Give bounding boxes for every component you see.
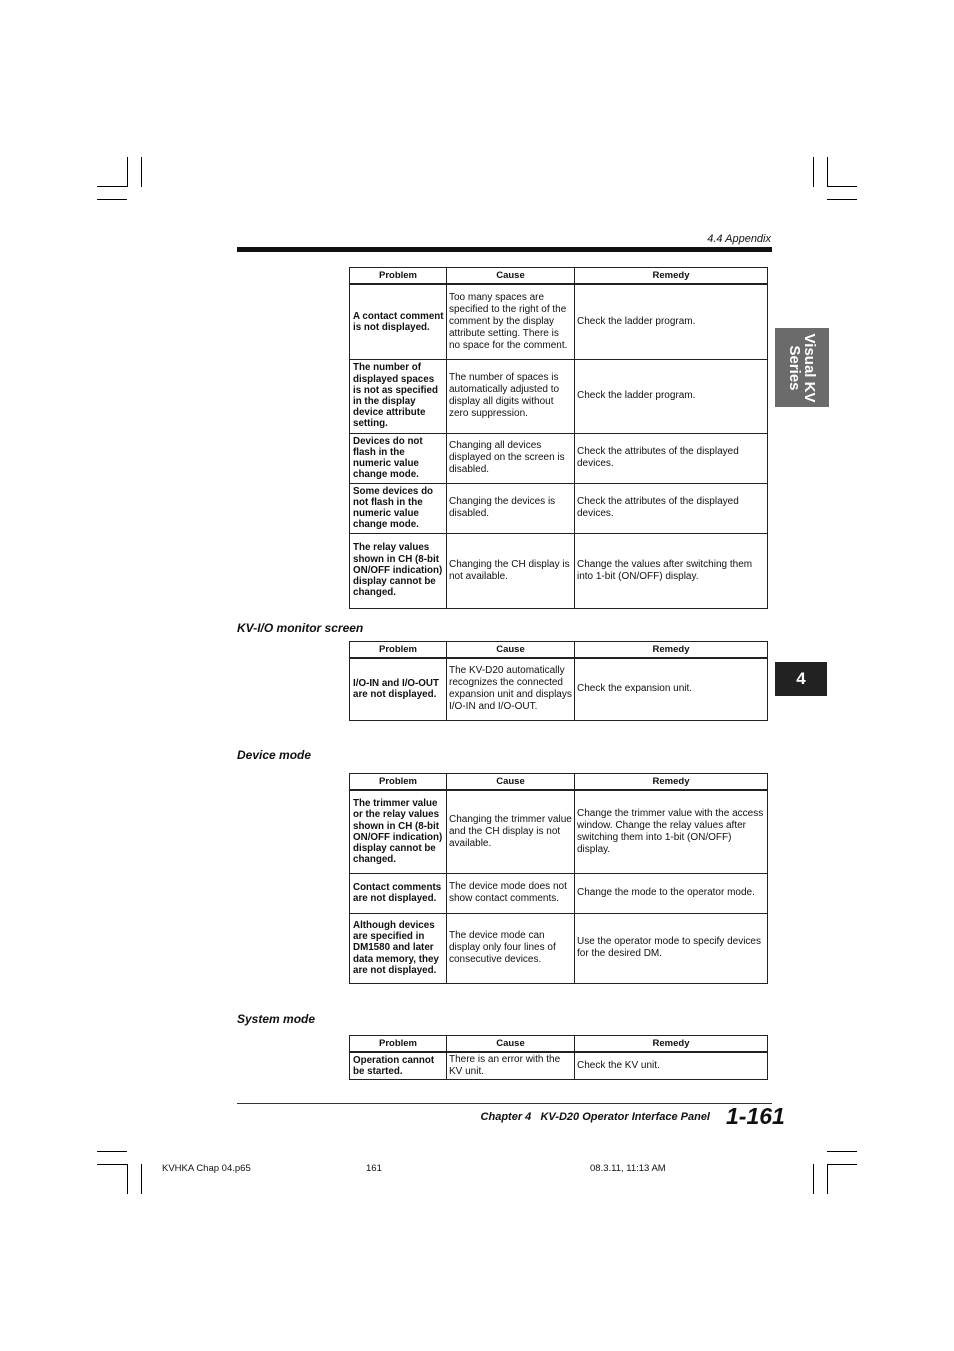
crop-mark — [97, 1151, 127, 1152]
problem-cell: I/O-IN and I/O-OUT are not displayed. — [350, 658, 447, 720]
remedy-cell: Check the attributes of the displayed devices. — [575, 433, 768, 483]
crop-mark — [127, 1164, 128, 1194]
column-header-remedy: Remedy — [575, 268, 768, 285]
print-date: 08.3.11, 11:13 AM — [590, 1163, 666, 1174]
crop-mark — [141, 1164, 142, 1194]
crop-mark — [97, 186, 127, 187]
problem-cell: Devices do not flash in the numeric value change mode. — [350, 433, 447, 483]
footer-rule — [237, 1103, 772, 1104]
troubleshooting-table — [349, 267, 768, 609]
cause-cell: The device mode does not show contact comments. — [447, 873, 575, 913]
series-tab-line2: Series — [786, 344, 803, 391]
crop-mark — [813, 157, 814, 187]
problem-cell: The number of displayed spaces is not as specified in the display device attribute setting. — [350, 359, 447, 433]
problem-cell: The trimmer value or the relay values shown in CH (8-bit ON/OFF indication) display cannot be changed. — [350, 790, 447, 873]
table-row — [350, 433, 768, 483]
cause-cell: The number of spaces is automatically adjusted to display all digits without zero suppression. — [447, 359, 575, 433]
table-row — [350, 284, 768, 359]
column-header-cause: Cause — [447, 642, 575, 659]
column-header-remedy: Remedy — [575, 1036, 768, 1053]
crop-mark — [827, 1164, 828, 1194]
cause-cell: Too many spaces are specified to the right of the comment by the display attribute setting. There is no space for the comment. — [447, 284, 575, 359]
crop-mark — [827, 199, 857, 200]
column-header-problem: Problem — [350, 268, 447, 285]
column-header-problem: Problem — [350, 774, 447, 791]
print-number: 161 — [366, 1163, 382, 1174]
troubleshooting-table — [349, 1035, 768, 1080]
crop-mark — [141, 157, 142, 187]
table-row — [350, 913, 768, 983]
series-tab-line1: Visual KV — [801, 333, 818, 402]
crop-mark — [827, 1151, 857, 1152]
table-row — [350, 533, 768, 608]
remedy-cell: Check the KV unit. — [575, 1052, 768, 1080]
remedy-cell: Check the ladder program. — [575, 284, 768, 359]
table-row — [350, 359, 768, 433]
cause-cell: There is an error with the KV unit. — [447, 1052, 575, 1080]
column-header-remedy: Remedy — [575, 642, 768, 659]
troubleshooting-table — [349, 773, 768, 984]
remedy-cell: Use the operator mode to specify devices for the desired DM. — [575, 913, 768, 983]
cause-cell: Changing the trimmer value and the CH display is not available. — [447, 790, 575, 873]
remedy-cell: Change the mode to the operator mode. — [575, 873, 768, 913]
column-header-cause: Cause — [447, 1036, 575, 1053]
problem-cell: The relay values shown in CH (8-bit ON/OFF indication) display cannot be changed. — [350, 533, 447, 608]
remedy-cell: Change the trimmer value with the access window. Change the relay values after switching them into 1-bit (ON/OFF) display. — [575, 790, 768, 873]
remedy-cell: Check the ladder program. — [575, 359, 768, 433]
problem-cell: A contact comment is not displayed. — [350, 284, 447, 359]
crop-mark — [827, 157, 828, 187]
remedy-cell: Check the expansion unit. — [575, 658, 768, 720]
crop-mark — [813, 1164, 814, 1194]
print-file: KVHKA Chap 04.p65 — [162, 1163, 251, 1174]
section-header: 4.4 Appendix — [707, 233, 771, 245]
cause-cell: The device mode can display only four lines of consecutive devices. — [447, 913, 575, 983]
section-title-device-mode: Device mode — [237, 748, 312, 762]
crop-mark — [97, 199, 127, 200]
table-row — [350, 658, 768, 720]
column-header-problem: Problem — [350, 1036, 447, 1053]
header-rule — [237, 247, 772, 252]
cause-cell: Changing the devices is disabled. — [447, 483, 575, 533]
table-row — [350, 873, 768, 913]
problem-cell: Contact comments are not displayed. — [350, 873, 447, 913]
problem-cell: Operation cannot be started. — [350, 1052, 447, 1080]
column-header-remedy: Remedy — [575, 774, 768, 791]
section-title-kv-io-monitor: KV-I/O monitor screen — [237, 621, 364, 635]
table-row — [350, 1052, 768, 1080]
column-header-cause: Cause — [447, 774, 575, 791]
page-number: 1-161 — [726, 1103, 785, 1129]
chapter-tab: 4 — [775, 662, 827, 696]
series-tab-label — [787, 333, 817, 402]
table-row — [350, 790, 768, 873]
crop-mark — [97, 1164, 127, 1165]
remedy-cell: Check the attributes of the displayed devices. — [575, 483, 768, 533]
crop-mark — [827, 186, 857, 187]
cause-cell: The KV-D20 automatically recognizes the connected expansion unit and displays I/O-IN and I/O-OUT. — [447, 658, 575, 720]
column-header-cause: Cause — [447, 268, 575, 285]
cause-cell: Changing the CH display is not available. — [447, 533, 575, 608]
column-header-problem: Problem — [350, 642, 447, 659]
footer-chapter: Chapter 4 KV-D20 Operator Interface Panel — [480, 1111, 710, 1123]
table-row — [350, 483, 768, 533]
crop-mark — [827, 1164, 857, 1165]
section-title-system-mode: System mode — [237, 1012, 316, 1026]
crop-mark — [127, 157, 128, 187]
problem-cell: Some devices do not flash in the numeric value change mode. — [350, 483, 447, 533]
remedy-cell: Change the values after switching them into 1-bit (ON/OFF) display. — [575, 533, 768, 608]
troubleshooting-table — [349, 641, 768, 721]
series-tab — [775, 328, 829, 407]
problem-cell: Although devices are specified in DM1580 and later data memory, they are not displayed. — [350, 913, 447, 983]
cause-cell: Changing all devices displayed on the screen is disabled. — [447, 433, 575, 483]
